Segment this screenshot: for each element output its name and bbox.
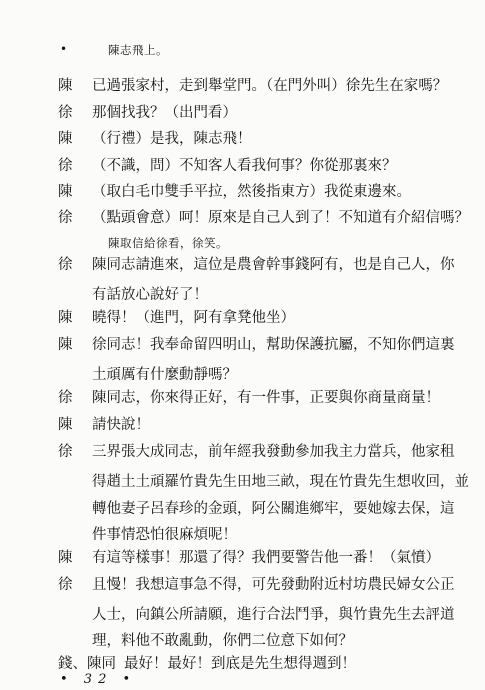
dialogue-text: 曉得！（進門，阿有拿凳他坐）	[92, 310, 295, 326]
page-number: • 32 •	[60, 672, 137, 687]
stage-direction: 陳志飛上。	[108, 43, 168, 57]
dialogue-text: 陳同志，你來得正好，有一件事，正要與你商量商量！	[92, 390, 440, 406]
dialogue-text: （行禮）是我，陳志飛！	[92, 131, 252, 147]
dialogue-text: 徐同志！我奉命留四明山，幫助保護抗屬，不知你們這裏	[92, 337, 455, 353]
speaker: 陳	[58, 131, 73, 147]
dialogue-continuation: 理，料他不敢亂動，你們二位意下如何？	[92, 633, 353, 649]
speaker: 陳	[58, 310, 73, 326]
dialogue-continuation: 轉他妻子呂春珍的金頭，阿公關進鄉牢，要她嫁去保，這	[92, 501, 455, 517]
speaker: 陳	[58, 184, 73, 200]
top-mark: •	[60, 42, 68, 56]
dialogue-text: 已過張家村，走到舉堂門。（在門外叫）徐先生在家嗎？	[92, 78, 448, 94]
stage-direction: 陳取信給徐看，徐笑。	[108, 236, 228, 250]
dialogue-text: 陳同志請進來，這位是農會幹事錢阿有，也是自己人，你	[92, 257, 455, 273]
dialogue-text: （點頭會意）呵！原來是自己人到了！不知道有介紹信嗎？	[92, 210, 469, 226]
dialogue-text: 最好！最好！到底是先生想得週到！	[124, 656, 356, 672]
dialogue-text: 且慢！我想這事急不得，可先發動附近村坊農民婦女公正	[92, 577, 455, 593]
speaker: 陳	[58, 337, 73, 353]
speaker: 徐	[58, 444, 73, 460]
dialogue-continuation: 件事情恐怕很麻煩呢！	[92, 527, 237, 543]
dialogue-continuation: 有話放心說好了！	[92, 287, 208, 303]
speaker: 徐	[58, 390, 73, 406]
speaker: 徐	[58, 257, 73, 273]
dialogue-text: （取白毛巾雙手平拉，然後指東方）我從東邊來。	[92, 184, 411, 200]
speaker: 徐	[58, 210, 73, 226]
dialogue-text: 那個找我？（出門看）	[92, 105, 237, 121]
dialogue-continuation: 土頑厲有什麼動靜嗎？	[92, 367, 237, 383]
speaker: 徐	[58, 105, 73, 121]
dialogue-text: （不識，問）不知客人看我何事？你從那裏來？	[92, 158, 397, 174]
dialogue-continuation: 人士，向鎮公所請願，進行合法鬥爭，與竹貴先生去評道	[92, 607, 455, 623]
speaker: 陳	[58, 417, 73, 433]
dialogue-continuation: 得趙土土頑羅竹貴先生田地三畝，現在竹貴先生想收回，並	[92, 474, 469, 490]
dialogue-text: 請快說！	[92, 417, 150, 433]
speaker: 陳	[58, 78, 73, 94]
speaker: 錢、陳同	[58, 656, 116, 672]
speaker: 陳	[58, 550, 73, 566]
dialogue-text: 三界張大成同志，前年經我發動參加我主力當兵，他家租	[92, 444, 455, 460]
dialogue-text: 有這等樣事！那還了得？我們要警告他一番！（氣憤）	[92, 550, 440, 566]
speaker: 徐	[58, 577, 73, 593]
speaker: 徐	[58, 158, 73, 174]
